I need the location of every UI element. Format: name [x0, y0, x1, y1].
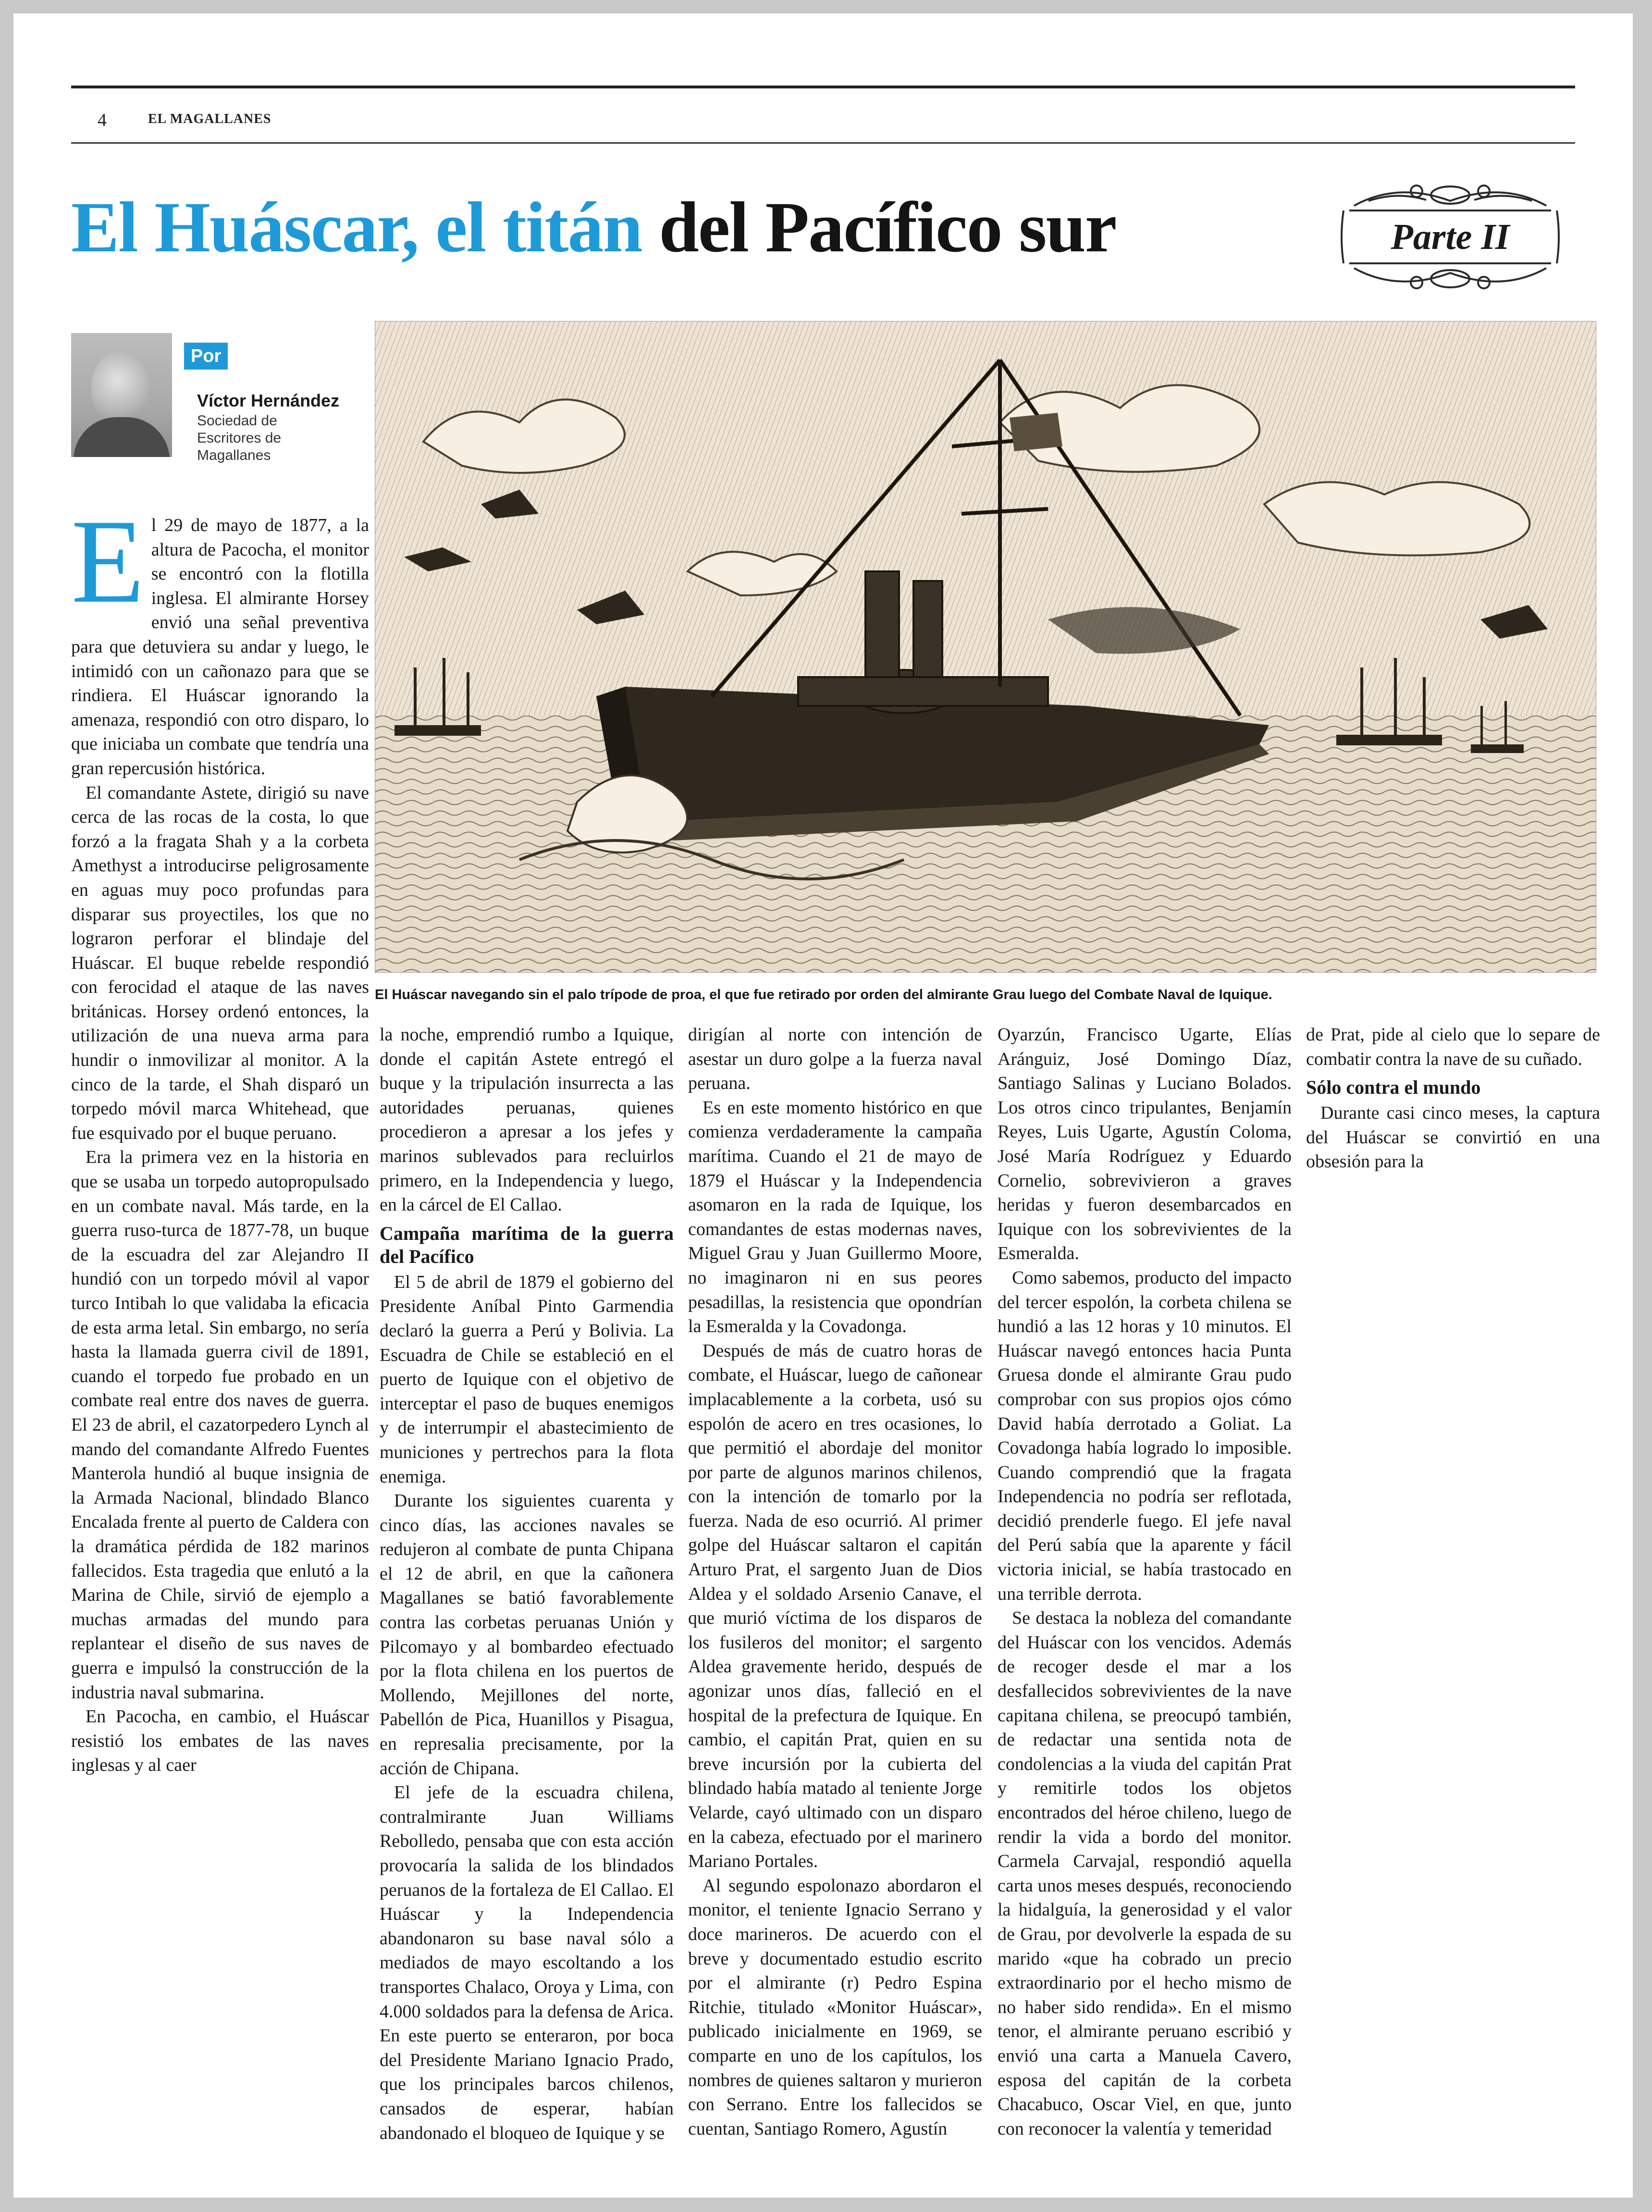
- paragraph: dirigían al norte con intención de asestar un duro golpe a la fuerza naval peruana.: [688, 1025, 982, 1094]
- paragraph: Como sabemos, producto del impacto del tercer espolón, la corbeta chilena se hundió a las 12 horas y 10 minutos. El Huáscar navegó entonces hacia Punta Gruesa donde el almirante Grau pudo comprobar con sus propios ojos cómo David había derrotado a Goliat. La Covadonga había logrado lo imposible. Cuando comprendió que la fragata Independencia no podría ser reflotada, decidió prenderle fuego. El jefe naval del Perú sabía que la aparente y fácil victoria inicial, se había trastocado en una terrible derrota.: [998, 1267, 1292, 1604]
- paragraph: En Pacocha, en cambio, el Huáscar resistió los embates de las naves inglesas y al caer: [71, 1706, 369, 1776]
- article-column-4: [998, 1023, 1292, 2141]
- paragraph: Era la primera vez en la historia en que se usaba un torpedo autopropulsado en un combate naval. Más tarde, en la guerra ruso-turca de 1877-78, un buque de la escuadra del zar Alejandro II hundió con un torpedo móvil al vapor turco Intibah lo que validaba la eficacia de esta arma letal. Sin embargo, no sería hasta la llamada guerra civil de 1891, cuando el torpedo fue probado en un combate real entre dos naves de guerra. El 23 de abril, el cazatorpedero Lynch al mando del comandante Alfredo Fuentes Manterola hundió al buque insignia de la Armada Nacional, blindado Blanco Encalada frente al puerto de Caldera con la dramática pérdida de 182 marinos fallecidos. Esta tragedia que enlutó a la Marina de Chile, sirvió de ejemplo a muchas armadas del mundo para replantear el diseño de sus naves de guerra e impulsó la construcción de la industria naval submarina.: [71, 1147, 369, 1703]
- article-column-5: [1306, 1023, 1600, 1174]
- paragraph: El comandante Astete, dirigió su nave cerca de las rocas de la costa, lo que forzó a la fragata Shah y a la corbeta Amethyst a introducirse peligrosamente en aguas muy poco profundas para disparar sus proyectiles, los que no lograron perforar el blindaje del Huáscar. El buque rebelde respondió con ferocidad el ataque de las naves británicas. Horsey ordenó entonces, la utilización de una nueva arma para hundir o inmovilizar al monitor. A la cinco de la tarde, el Shah disparó un torpedo móvil marca Whitehead, que fue esquivado por el buque peruano.: [71, 782, 369, 1143]
- paragraph: Durante casi cinco meses, la captura del Huáscar se convirtió en una obsesión para la: [1306, 1103, 1600, 1172]
- article-column-3: [688, 1023, 982, 2141]
- author-tag: Por: [184, 343, 228, 370]
- headline-part-dark: del Pacífico sur: [659, 187, 1116, 267]
- drop-cap: E: [71, 495, 145, 628]
- image-caption: El Huáscar navegando sin el palo trípode de proa, el que fue retirado por orden del almirante Grau luego del Combate Naval de Iquique.: [375, 987, 1272, 1002]
- section-label: Parte II: [1391, 217, 1510, 257]
- page-number: 4: [98, 110, 107, 130]
- paragraph: Durante los siguientes cuarenta y cinco días, las acciones navales se redujeron al combate de punta Chipana el 12 de abril, en que la cañonera Magallanes se batió favorablemente contra las corbetas peruanas Unión y Pilcomayo y al bombardeo efectuado por la flota chilena en los puertos de Mollendo, Mejillones del norte, Pabellón de Pica, Huanillos y Pisagua, en represalia precisamente, por la acción de Chipana.: [380, 1491, 674, 1779]
- subheading: Campaña marítima de la guerra del Pacífico: [380, 1222, 674, 1267]
- article-column-2: [380, 1023, 674, 2145]
- newspaper-page: [13, 13, 1633, 2198]
- paragraph: Oyarzún, Francisco Ugarte, Elías Aránguiz, José Domingo Díaz, Santiago Salinas y Luciano Bolados. Los otros cinco tripulantes, Benjamín Reyes, Luis Ugarte, Agustín Coloma, José María Rodríguez y Eduardo Cornelio, sobrevivieron a graves heridas y fueron desembarcados en Iquique con los sobrevivientes de la Esmeralda.: [998, 1025, 1292, 1264]
- headline: [71, 182, 1301, 273]
- paragraph: [71, 495, 369, 781]
- paragraph: Se destaca la nobleza del comandante del Huáscar con los vencidos. Además de recoger desde el mar a los desfallecidos sobrevivientes de la nave capitana chilena, se preocupó también, de redactar una sentida nota de condolencias a la viuda del capitán Prat y remitirle todos los objetos encontrados del héroe chileno, luego de rendir la vida a bordo del monitor. Carmela Carvajal, respondió aquella carta unos meses después, reconociendo la hidalguía, la generosidad y el valor de Grau, por devolverle la espada de su marido «que ha cobrado un precio extraordinario por el hecho mismo de no haber sido rendida». En el mismo tenor, el almirante peruano escribió y envió una carta a Manuela Cavero, esposa del capitán de la corbeta Chacabuco, Oscar Viel, en que, junto con reconocer la valentía y temeridad: [998, 1608, 1292, 2139]
- paragraph: El jefe de la escuadra chilena, contralmirante Juan Williams Rebolledo, pensaba que con esta acción provocaría la salida de los blindados peruanos de la fortaleza de El Callao. El Huáscar y la Independencia abandonaron su base naval sólo a mediados de mayo escoltando a los transportes Chalaco, Oroya y Lima, con 4.000 soldados para la defensa de Arica. En este puerto se enteraron, por boca del Presidente Mariano Ignacio Prado, que los principales barcos chilenos, cansados de esperar, habían abandonado el bloqueo de Iquique y se: [380, 1782, 674, 2143]
- paragraph: Al segundo espolonazo abordaron el monitor, el teniente Ignacio Serrano y doce marineros. De acuerdo con el breve y documentado estudio escrito por el almirante (r) Pedro Espina Ritchie, titulado «Monitor Huáscar», publicado inicialmente en 1969, se comparte en uno de los capítulos, los nombres de quienes saltaron y murieron con Serrano. Entre los fallecidos se cuentan, Santiago Romero, Agustín: [688, 1875, 982, 2139]
- header-rule: [71, 142, 1575, 144]
- paragraph: Es en este momento histórico en que comienza verdaderamente la campaña marítima. Cuando el 21 de mayo de 1879 el Huáscar y la Independencia asomaron en la rada de Iquique, los comandantes de estas modernas naves, Miguel Grau y Juan Guillermo Moore, no imaginaron ni en sus peores pesadillas, la resistencia que opondrían la Esmeralda y la Covadonga.: [688, 1097, 982, 1337]
- subheading: Sólo contra el mundo: [1306, 1076, 1481, 1099]
- headline-part-blue: El Huáscar, el titán: [71, 187, 642, 267]
- author-photo: [71, 333, 172, 457]
- paragraph: El 5 de abril de 1879 el gobierno del Presidente Aníbal Pinto Garmendia declaró la guerra a Perú y Bolivia. La Escuadra de Chile se estableció en el puerto de Iquique con el objetivo de interceptar el paso de buques enemigos y de interrumpir el abastecimiento de municiones y pertrechos para la flota enemiga.: [380, 1272, 674, 1487]
- lead-text: l 29 de mayo de 1877, a la altura de Pacocha, el monitor se encontró con la flotilla inglesa. El almirante Horsey envió una señal preventiva para que detuviera su andar y luego, le intimidó con un cañonazo para que se rindiera. El Huáscar ignorando la amenaza, respondió con otro disparo, lo que iniciaba un combate que tendría una gran repercusión histórica.: [71, 515, 369, 779]
- masthead: EL MAGALLANES: [148, 111, 271, 126]
- article-column-1: [71, 495, 369, 1778]
- top-rule: [71, 86, 1575, 88]
- author-name: Víctor Hernández: [197, 391, 340, 410]
- author-box: [71, 333, 369, 468]
- ship-engraving: [375, 321, 1596, 973]
- section-label-box: [1340, 172, 1561, 297]
- paragraph: la noche, emprendió rumbo a Iquique, donde el capitán Astete entregó el buque y la tripulación insurrecta a las autoridades peruanas, quienes procedieron a apresar a los jefes y marinos sublevados para recluirlos primero, en la Independencia y luego, en la cárcel de El Callao.: [380, 1025, 674, 1215]
- paragraph: de Prat, pide al cielo que lo separe de combatir contra la nave de su cuñado.: [1306, 1025, 1600, 1069]
- author-organization: Sociedad de Escritores de Magallanes: [197, 413, 282, 463]
- paragraph: Después de más de cuatro horas de combate, el Huáscar, luego de cañonear implacablemente a la corbeta, usó su espolón de acero en tres ocasiones, lo que permitió el abordaje del monitor por parte de algunos marinos chilenos, con la intención de tomarlo por la fuerza. Nada de eso ocurrió. Al primer golpe del Huáscar saltaron el capitán Arturo Prat, el sargento Juan de Dios Aldea y el soldado Arsenio Canave, el que murió víctima de los disparos de los fusileros del monitor; el sargento Aldea gravemente herido, después de agonizar unos días, falleció en el hospital de la prefectura de Iquique. En cambio, el capitán Prat, quien en su breve incursión por la cubierta del blindado había matado al teniente Jorge Velarde, cayó ultimado con un disparo en la cabeza, efectuado por el marinero Mariano Portales.: [688, 1340, 982, 1872]
